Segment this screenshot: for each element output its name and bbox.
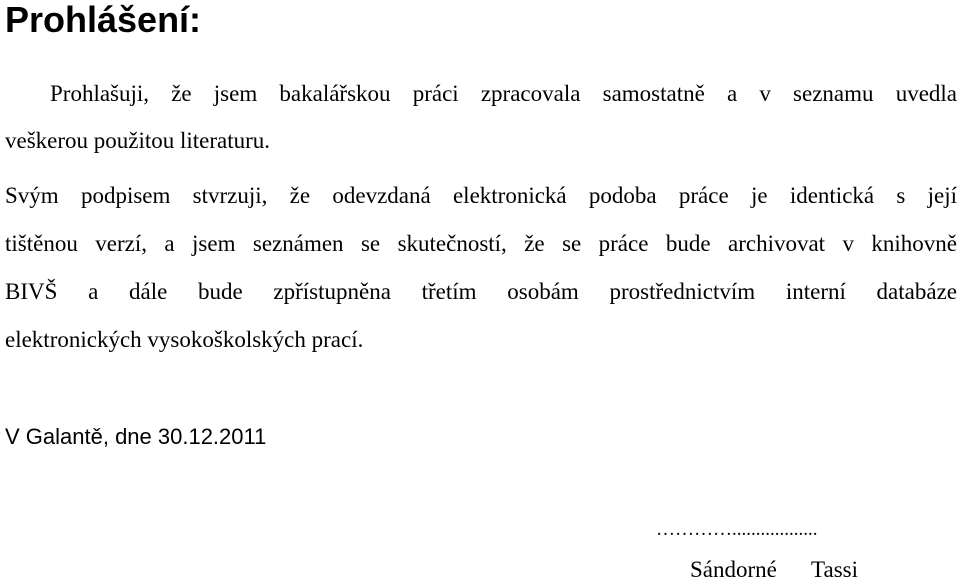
declaration-paragraph (5, 83, 957, 152)
consent-line: elektronických vysokoškolských prací. (5, 327, 364, 352)
consent-paragraph (5, 185, 957, 351)
consent-line: Svým podpisem stvrzuji, že odevzdaná elektronická podoba práce je identická s její (5, 183, 957, 208)
declaration-line: Prohlašuji, že jsem bakalářskou práci zpracovala samostatně a v seznamu uvedla (50, 81, 957, 106)
page-title: Prohlášení: (5, 0, 202, 40)
declaration-line: veškerou použitou literaturu. (5, 128, 271, 153)
signature-name: Sándorné Tassi (690, 557, 858, 582)
consent-line: tištěnou verzí, a jsem seznámen se skutečností, že se práce bude archivovat v knihovně (5, 231, 957, 256)
signature-line: ………….................. (656, 519, 818, 540)
place-and-date: V Galantě, dne 30.12.2011 (5, 424, 267, 449)
consent-line: BIVŠ a dále bude zpřístupněna třetím osobám prostřednictvím interní databáze (5, 279, 957, 304)
